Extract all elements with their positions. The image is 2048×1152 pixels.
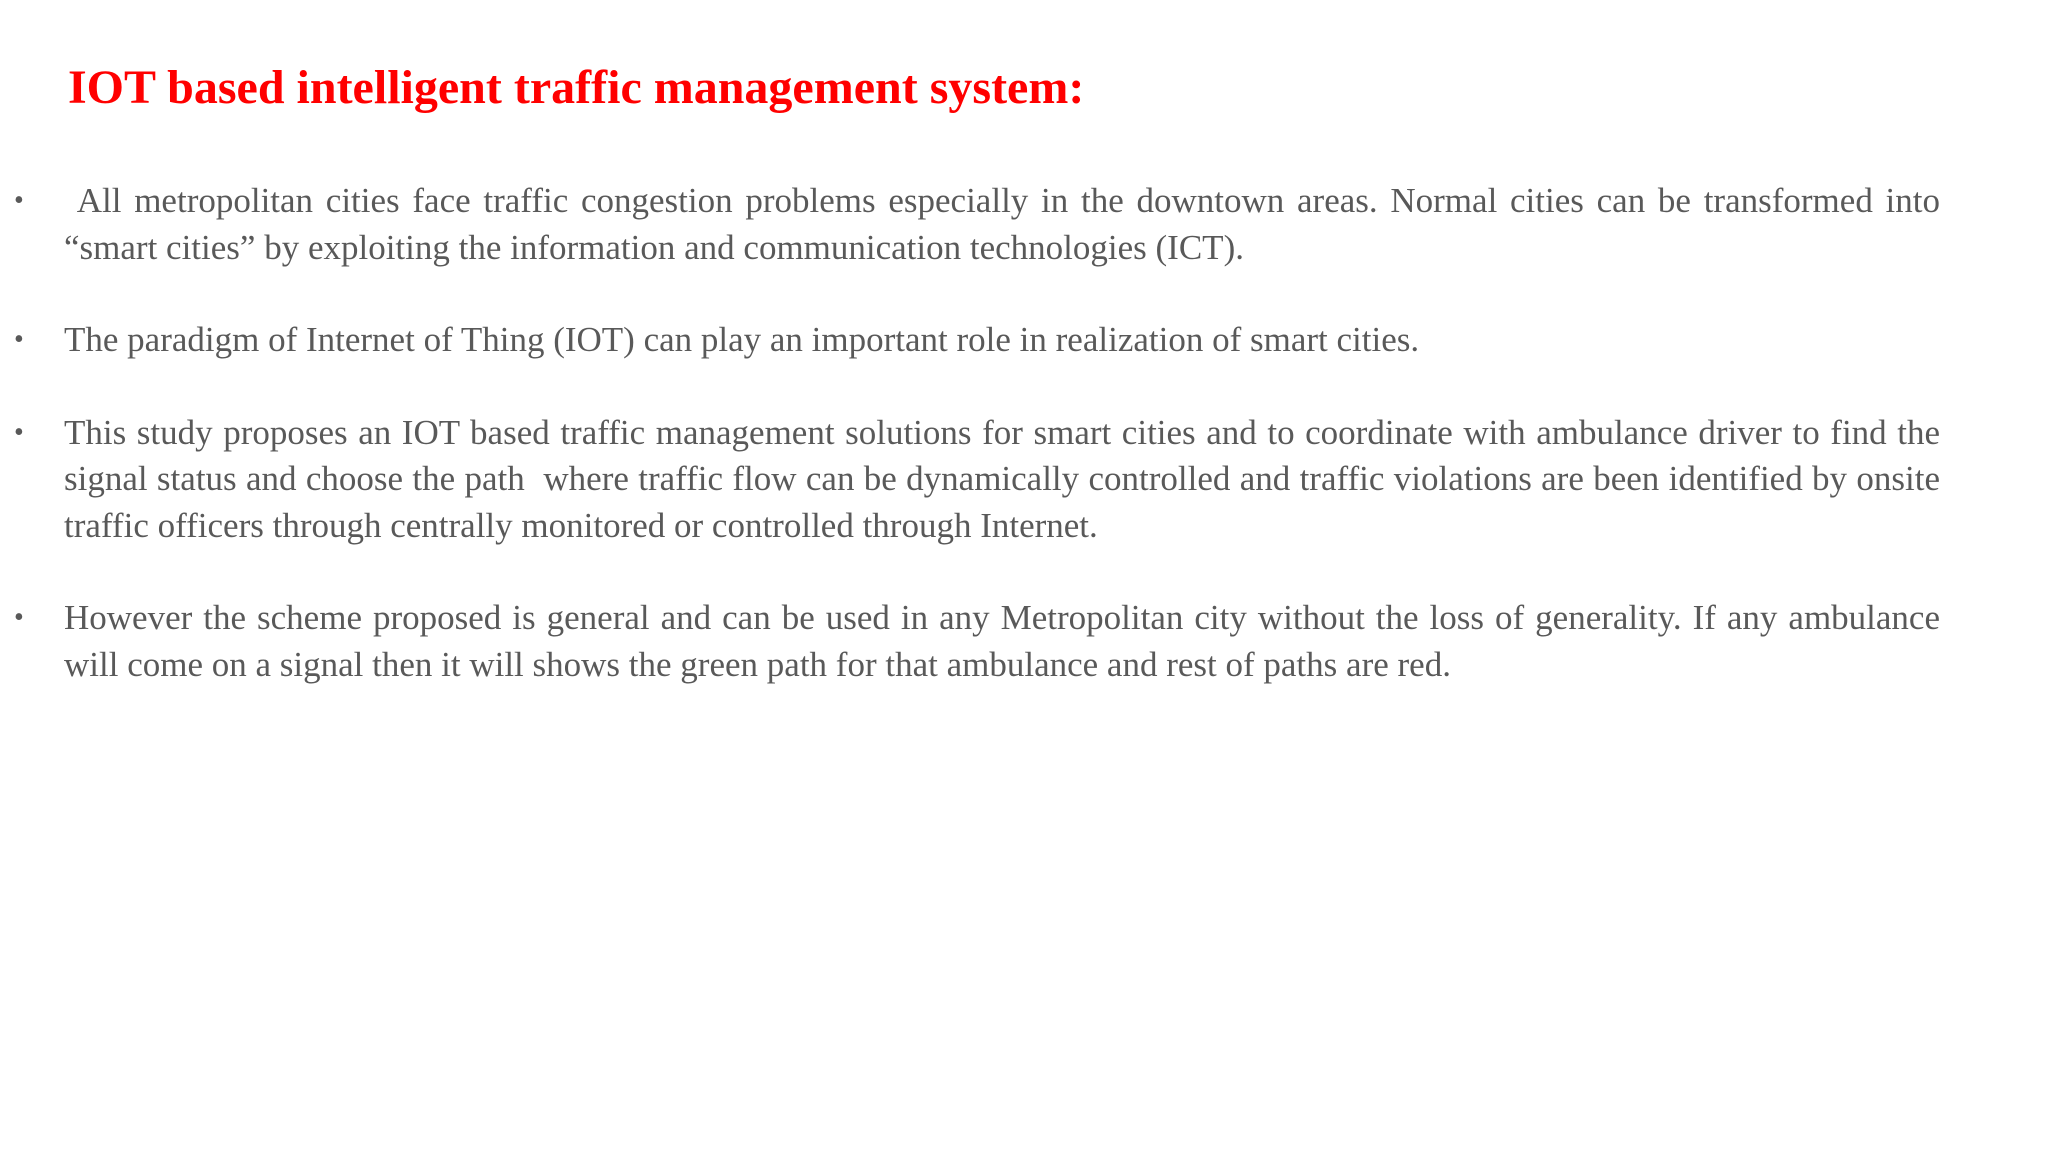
bullet-item bbox=[0, 595, 1940, 688]
bullet-dot-icon: • bbox=[14, 602, 24, 633]
bullet-item bbox=[0, 410, 1949, 550]
bullet-text: All metropolitan cities face traffic congestion problems especially in the downtown areas. Normal cities can be transformed into “smart cities” by exploiting the information and communication technologies (ICT). bbox=[64, 181, 1949, 267]
bullet-list bbox=[0, 178, 1949, 734]
bullet-item bbox=[0, 178, 1949, 271]
bullet-item bbox=[0, 317, 1940, 364]
bullet-dot-icon: • bbox=[14, 185, 24, 216]
bullet-dot-icon: • bbox=[14, 324, 24, 355]
bullet-dot-icon: • bbox=[14, 416, 24, 448]
bullet-text: This study proposes an IOT based traffic management solutions for smart cities and to coordinate with ambulance driver to find the signal status and choose the path where traffic flow can be dynamically controlled and traffic violations are been identified by onsite traffic officers through centrally monitored or controlled through Internet. bbox=[64, 412, 1949, 545]
bullet-text: The paradigm of Internet of Thing (IOT) can play an important role in realization of smart cities. bbox=[64, 320, 1420, 359]
slide-title: IOT based intelligent traffic management system: bbox=[68, 61, 1085, 114]
bullet-text: However the scheme proposed is general and can be used in any Metropolitan city without the loss of generality. If any ambulance will come on a signal then it will shows the green path for that ambulance and rest of paths are red. bbox=[64, 598, 1940, 684]
